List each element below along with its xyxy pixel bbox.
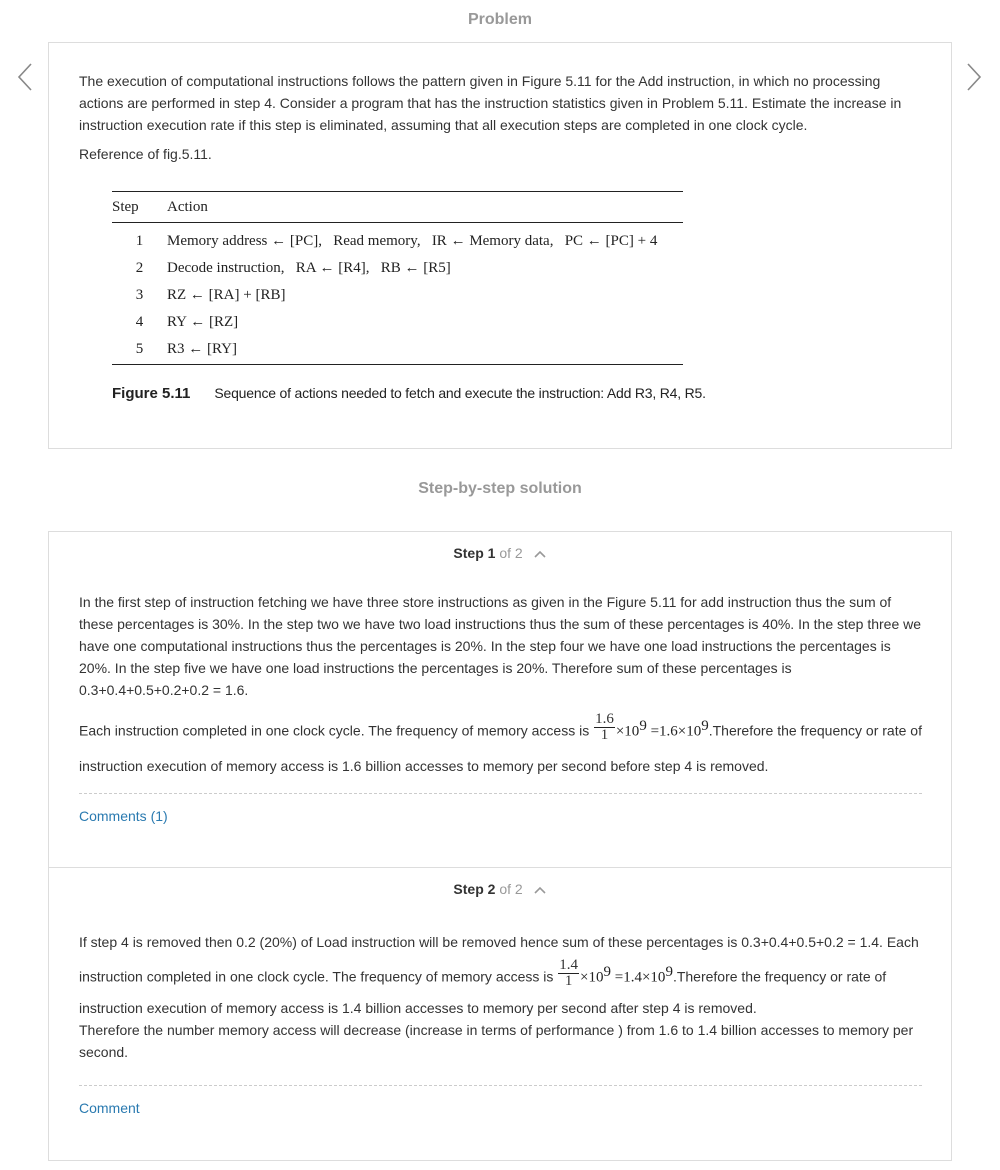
step-1-header[interactable] bbox=[49, 545, 951, 561]
math-exponent: 9 bbox=[639, 718, 647, 734]
comment-link[interactable]: Comment bbox=[79, 1100, 140, 1116]
step-action: RY ← [RZ] bbox=[167, 313, 239, 330]
step-1-text-before-math: Each instruction completed in one clock cycle. The frequency of memory access is bbox=[79, 722, 594, 739]
step-2-paragraph-2: Therefore the number memory access will decrease (increase in terms of performance ) from 1.6 to 1.4 billion accesses to memory per second. bbox=[79, 1022, 914, 1060]
fraction-denominator: 1 bbox=[564, 973, 573, 990]
step-number: 2 bbox=[135, 259, 144, 276]
step-1-label: Step 1 bbox=[453, 545, 496, 561]
math-times: ×10 bbox=[615, 723, 640, 740]
step-number: 5 bbox=[112, 336, 167, 365]
table-row bbox=[112, 223, 683, 256]
fraction bbox=[558, 958, 579, 989]
math-exponent: 9 bbox=[603, 964, 612, 980]
problem-text: The execution of computational instructions follows the pattern given in Figure 5.11 for the Add instruction, in which no processing actions are performed in step 4. Consider a program that has the instruction statistics given in Problem 5.11. Estimate the increase in instruction execution rate if this step is eliminated, assuming that all execution steps are completed in one clock cycle. bbox=[79, 73, 902, 133]
problem-heading: Problem bbox=[467, 11, 532, 28]
step-action: R3 ← [RY] bbox=[167, 336, 683, 365]
divider bbox=[79, 793, 922, 794]
math-exponent: 9 bbox=[701, 718, 709, 734]
fraction-denominator: 1 bbox=[600, 727, 609, 744]
fraction-numerator: 1.6 bbox=[595, 711, 614, 728]
step-number: 1 bbox=[135, 232, 144, 249]
fraction bbox=[594, 712, 615, 743]
step-1-paragraph-1: In the first step of instruction fetching we have three store instructions as given in the Figure 5.11 for add instruction thus the sum of these percentages is 30%. In the step two we have two load instructions thus the sum of these percentages is 40%. In the step three we have one computational instructions thus the percentages is 20%. In the step four we have one load instructions the percentages is 20%. In the step five we have one load instructions the percentages is 20%. Therefore sum of these percentages is 0.3+0.4+0.5+0.2+0.2 = 1.6. bbox=[79, 594, 922, 698]
column-header-action: Action bbox=[167, 192, 683, 223]
math-equals: =1.6×10 bbox=[646, 723, 702, 740]
step-2-text-after-math: .Therefore the frequency or rate of instruction execution of memory access is 1.4 billion accesses to memory per second after step 4 is removed. bbox=[79, 968, 887, 1016]
figure-caption-text: Sequence of actions needed to fetch and execute the instruction: Add R3, R4, R5. bbox=[214, 385, 706, 401]
step-1-paragraph-2 bbox=[79, 709, 924, 783]
figure-table-header bbox=[112, 192, 683, 223]
previous-button[interactable] bbox=[16, 62, 36, 92]
solution-heading: Step-by-step solution bbox=[418, 480, 582, 497]
next-button[interactable] bbox=[964, 62, 984, 92]
math-times: ×10 bbox=[580, 969, 604, 986]
step-number: 3 bbox=[135, 286, 144, 303]
chevron-left-icon bbox=[16, 62, 36, 92]
step-2-label: Step 2 bbox=[453, 881, 496, 897]
step-action: Memory address ← [PC], Read memory, IR ← Memory data, PC ← [PC] + 4 bbox=[167, 232, 658, 249]
step-2-total: of 2 bbox=[499, 881, 523, 897]
table-row bbox=[112, 255, 683, 282]
step-2-text-before-math: If step 4 is removed then 0.2 (20%) of Load instruction will be removed hence sum of these percentages is 0.3+0.4+0.5+0.2 = 1.4. Each instruction completed in one clock cycle. The frequency of memory access is bbox=[79, 934, 919, 985]
figure-caption bbox=[112, 385, 706, 402]
step-action: RZ ← [RA] + [RB] bbox=[167, 286, 286, 303]
figure-caption-label: Figure 5.11 bbox=[112, 385, 191, 402]
step-number: 4 bbox=[135, 313, 144, 330]
divider bbox=[79, 1085, 922, 1086]
chevron-up-icon[interactable] bbox=[533, 549, 547, 559]
chevron-right-icon bbox=[964, 62, 984, 92]
column-header-step: Step bbox=[112, 192, 167, 223]
table-row bbox=[112, 336, 683, 365]
math-exponent: 9 bbox=[665, 964, 673, 980]
chevron-up-icon[interactable] bbox=[533, 885, 547, 895]
step-1-text-after-math: .Therefore the frequency or rate of instruction execution of memory access is 1.6 billion accesses to memory per second before step 4 is removed. bbox=[79, 722, 922, 774]
figure-table bbox=[112, 191, 683, 365]
table-row bbox=[112, 282, 683, 309]
step-1-total: of 2 bbox=[499, 545, 523, 561]
fraction-numerator: 1.4 bbox=[559, 957, 579, 974]
comments-link[interactable]: Comments (1) bbox=[79, 808, 168, 824]
problem-reference: Reference of fig.5.11. bbox=[79, 146, 212, 162]
step-action: Decode instruction, RA ← [R4], RB ← [R5] bbox=[167, 259, 451, 276]
step-2-header[interactable] bbox=[49, 881, 951, 897]
table-row bbox=[112, 309, 683, 336]
step-2-paragraph-1 bbox=[79, 927, 924, 1023]
math-equals: =1.4×10 bbox=[611, 969, 666, 986]
